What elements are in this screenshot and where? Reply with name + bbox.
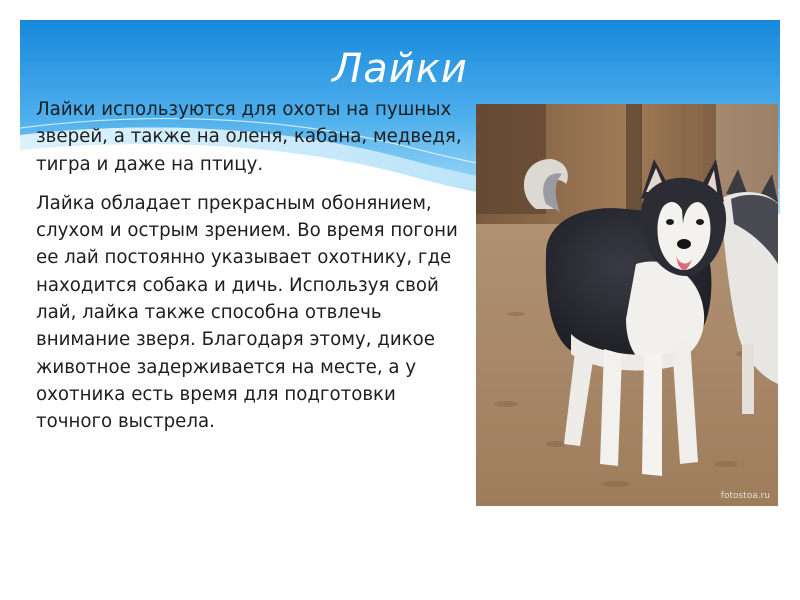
body-paragraph: Лайка обладает прекрасным обонянием, слухом и острым зрением. Во время погони ее лай постоянно указывает охотнику, где находится собака и дичь. Используя свой лай, лайка также способна отвлечь внимание зверя. Благодаря этому, дикое животное задерживается на месте, а у охотника есть время для подготовки точного выстрела. <box>36 192 458 433</box>
husky-dog-photo <box>476 104 778 506</box>
dog-image <box>476 104 778 506</box>
body-paragraph: Лайки используются для охоты на пушных зверей, а также на оленя, кабана, медведя, тигра и даже на птицу. <box>36 99 462 175</box>
photo-watermark: fotostoa.ru <box>720 491 770 501</box>
slide-title: Лайки <box>332 46 468 92</box>
slide-body <box>36 96 468 448</box>
